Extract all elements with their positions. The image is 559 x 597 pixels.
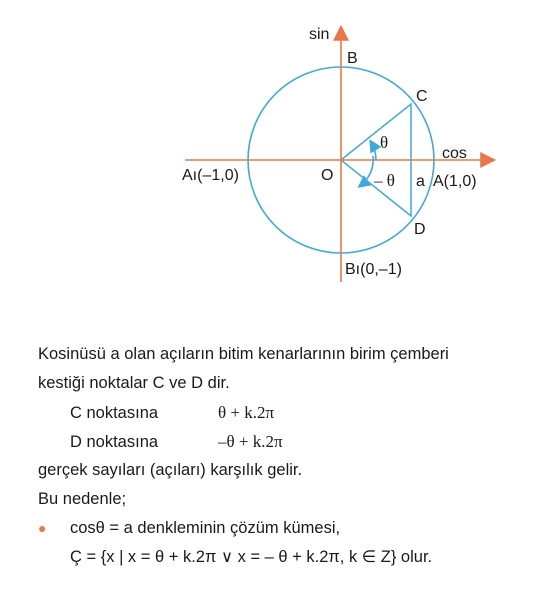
c-point-label: C noktasına [70, 404, 159, 422]
neg-theta-label: – θ [374, 171, 395, 190]
point-c-label: C [416, 88, 428, 105]
point-o-label: O [321, 167, 334, 184]
d-point-row [38, 427, 553, 456]
paragraph-line: Kosinüsü a olan açıların bitim kenarlarının birim çemberi [38, 345, 449, 363]
c-point-value: θ + k.2π [218, 403, 275, 422]
point-a-right-label: A(1,0) [433, 173, 477, 190]
point-a-left-label: Aı(–1,0) [182, 167, 239, 184]
point-d-label: D [414, 221, 426, 238]
solution-set-line: Ç = {x | x = θ + k.2π ∨ x = – θ + k.2π, k ∈ Z} olur. [70, 548, 433, 566]
d-point-label: D noktasına [70, 433, 159, 451]
paragraph-line: Bu nedenle; [38, 490, 127, 508]
d-point-value: –θ + k.2π [218, 432, 283, 451]
bullet-dot-icon: ● [38, 520, 47, 536]
paragraph-line: gerçek sayıları (açıları) karşılık gelir. [38, 461, 303, 479]
sin-axis-label: sin [309, 26, 330, 43]
explanation-text [38, 340, 553, 572]
bullet-row [38, 514, 553, 543]
cos-axis-label: cos [442, 145, 467, 162]
point-b-label: B [347, 50, 358, 67]
bullet-text: cosθ = a denkleminin çözüm kümesi, [70, 519, 341, 537]
point-b-bottom-label: Bı(0,–1) [345, 261, 402, 278]
paragraph-line: kestiği noktalar C ve D dir. [38, 374, 230, 392]
theta-label: θ [380, 133, 389, 152]
c-point-row [38, 398, 553, 427]
segment-a-label: a [416, 173, 425, 190]
